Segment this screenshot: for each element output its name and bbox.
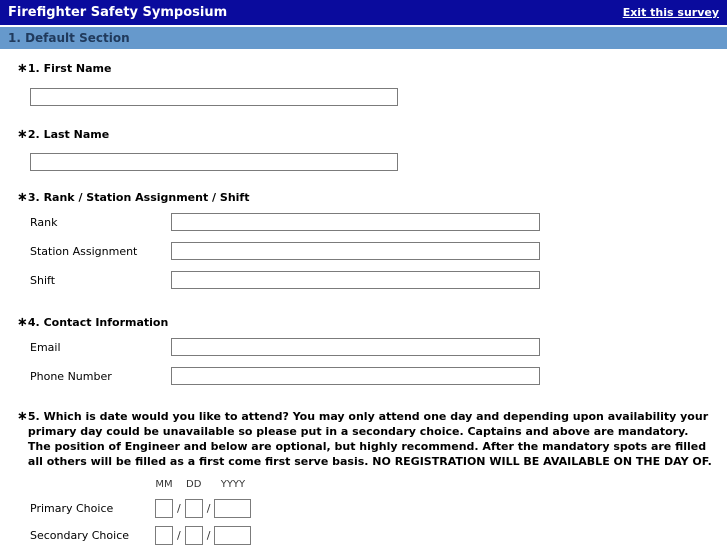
primary-year-input[interactable]	[214, 499, 251, 518]
field-label: Station Assignment	[30, 244, 138, 258]
last-name-input[interactable]	[30, 153, 398, 171]
date-row-label: Secondary Choice	[30, 529, 130, 542]
question-first-name	[17, 61, 715, 106]
date-row-label: Primary Choice	[30, 502, 114, 515]
question-last-name	[17, 127, 715, 172]
required-asterisk: ∗	[17, 126, 28, 142]
question-rank-station-shift	[17, 190, 715, 289]
required-asterisk: ∗	[17, 190, 28, 205]
primary-day-input[interactable]	[185, 499, 203, 518]
date-separator: /	[206, 502, 211, 515]
question-label: 5. Which is date would you like to attend? You may only attend one day and depending upon availability your primary day could be unavailable so please put in a secondary choice. Captains and above are mandatory. The position of Engineer and below are optional, but highly recommend. After the mandatory spots are filled all others will be filled as a first come first serve basis. NO REGISTRATION WILL BE AVAILABLE ON THE DAY OF.	[27, 410, 712, 468]
secondary-year-input[interactable]	[214, 526, 251, 545]
question-heading	[17, 315, 715, 330]
shift-input[interactable]	[171, 271, 540, 289]
station-assignment-input[interactable]	[171, 242, 540, 260]
phone-number-input[interactable]	[171, 367, 540, 385]
date-row-primary-choice	[30, 499, 715, 518]
date-row-secondary-choice	[30, 526, 715, 545]
date-separator: /	[206, 529, 211, 542]
date-column-header-year: YYYY	[220, 479, 246, 490]
question-heading	[17, 61, 715, 76]
email-input[interactable]	[171, 338, 540, 356]
question-label: 3. Rank / Station Assignment / Shift	[27, 191, 250, 204]
date-separator: /	[177, 502, 181, 515]
form-row-station-assignment	[30, 242, 715, 260]
question-attendance-date	[17, 409, 715, 545]
date-column-headers	[30, 479, 715, 491]
form-row-email	[30, 338, 715, 356]
survey-form	[0, 61, 727, 545]
required-asterisk: ∗	[17, 315, 28, 330]
survey-title: Firefighter Safety Symposium	[8, 5, 228, 20]
question-heading	[17, 190, 715, 205]
form-row-shift	[30, 271, 715, 289]
header-bar	[0, 0, 727, 27]
date-column-header-day: DD	[186, 479, 202, 490]
required-asterisk: ∗	[17, 61, 28, 76]
question-heading	[17, 127, 715, 142]
question-contact-information	[17, 315, 715, 385]
field-label: Shift	[30, 273, 56, 287]
section-header-bar	[0, 27, 727, 49]
secondary-month-input[interactable]	[155, 526, 173, 545]
form-row-phone-number	[30, 367, 715, 385]
section-title: 1. Default Section	[8, 31, 130, 45]
secondary-day-input[interactable]	[185, 526, 203, 545]
date-separator: /	[177, 529, 181, 542]
first-name-input[interactable]	[30, 88, 398, 106]
question-label: 4. Contact Information	[27, 316, 169, 329]
exit-survey-link[interactable]: Exit this survey	[622, 6, 719, 19]
field-label: Phone Number	[30, 369, 112, 383]
required-asterisk: ∗	[17, 409, 28, 424]
question-label: 1. First Name	[27, 62, 112, 75]
question-label: 2. Last Name	[27, 127, 110, 141]
form-row-rank	[30, 213, 715, 231]
primary-month-input[interactable]	[155, 499, 173, 518]
question-heading	[17, 409, 715, 469]
field-label: Email	[30, 340, 61, 354]
rank-input[interactable]	[171, 213, 540, 231]
field-label: Rank	[30, 215, 58, 229]
date-column-header-month: MM	[155, 479, 173, 490]
